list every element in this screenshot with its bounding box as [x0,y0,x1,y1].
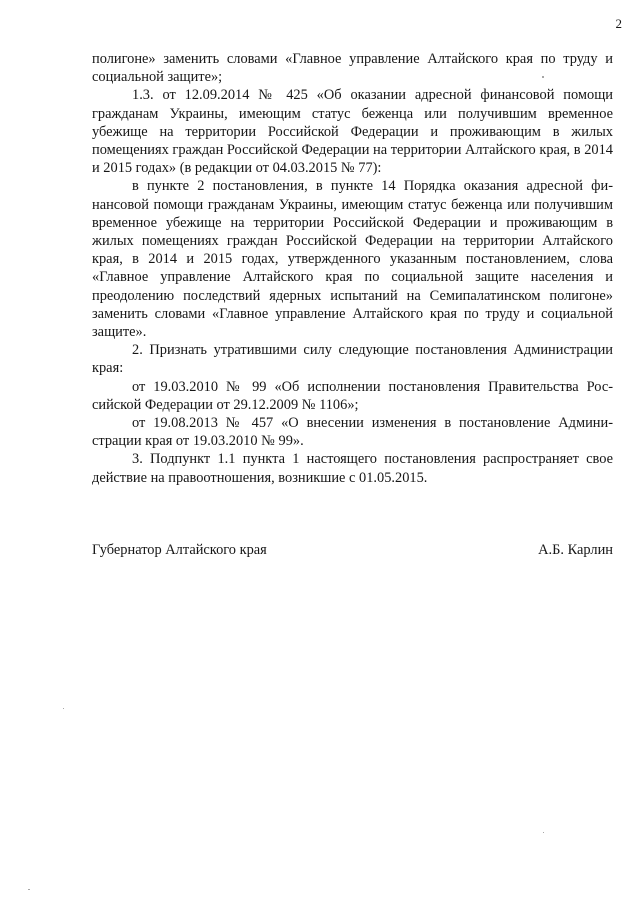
paragraph: 1.3. от 12.09.2014 № 425 «Об оказании адресной финансовой помощи гражданам Украины, имеющим статус беженца или получившим временное убежище на территории Российской Федерации и проживающим в жилых помещениях граждан Российской Федерации на территории Алтайского края, в 2014 и 2015 годах» (в редакции от 04.03.2015 № 77): [92,87,613,177]
scan-speck [543,832,544,833]
scan-speck [542,76,544,78]
scan-speck [28,889,30,890]
paragraph: в пункте 2 постановления, в пункте 14 Порядка оказания адресной финансовой помощи гражданам Украины, имеющим статус беженца или получившим временное убежище на территории Российской Федерации и проживающим в жилых помещениях граждан Российской Федерации на территории Алтайского края, в 2014 и 2015 годах, утвержденного указанным постановлением, слова «Главное управление Алтайского края по социальной защите населения и преодолению последствий ядерных испытаний на Семипалатинском полигоне» заменить словами «Главное управление Алтайского края по труду и социальной защите». [92,178,613,341]
paragraph: 2. Признать утратившими силу следующие постановления Администрации края: [92,342,613,377]
paragraph: от 19.03.2010 № 99 «Об исполнении постановления Правительства Российской Федерации от 29.12.2009 № 1106»; [92,378,613,413]
signature-block [92,541,613,559]
paragraph: 3. Подпункт 1.1 пункта 1 настоящего постановления распространяет свое действие на правоотношения, возникшие с 01.05.2015. [92,451,613,486]
document-body [92,50,613,487]
signatory-name: А.Б. Карлин [538,542,613,558]
page-number: 2 [615,16,622,31]
scan-speck [63,708,64,709]
signatory-position: Губернатор Алтайского края [92,542,267,558]
paragraph: полигоне» заменить словами «Главное управление Алтайского края по труду и социальной защите»; [92,51,613,86]
paragraph: от 19.08.2013 № 457 «О внесении изменения в постановление Администрации края от 19.03.2010 № 99». [92,415,613,450]
